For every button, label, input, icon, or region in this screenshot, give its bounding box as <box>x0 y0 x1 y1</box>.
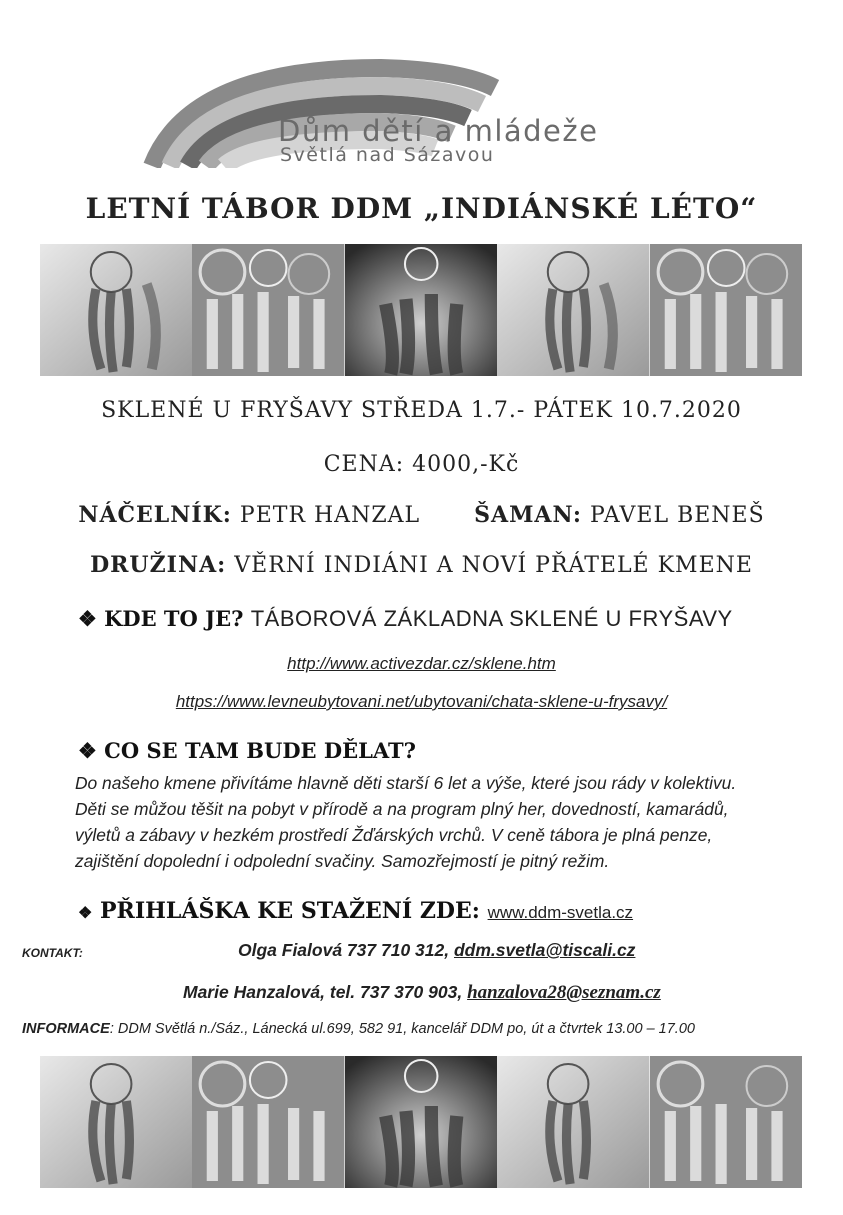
levneubytovani-link[interactable]: https://www.levneubytovani.net/ubytovani/chata-sklene-u-frysavy/ <box>175 692 668 711</box>
info-label: INFORMACE <box>22 1021 110 1037</box>
where-text: TÁBOROVÁ ZÁKLADNA SKLENÉ U FRYŠAVY <box>250 606 733 631</box>
signup-label: PŘIHLÁŠKA KE STAŽENÍ ZDE: <box>100 898 480 924</box>
where-heading <box>78 606 733 632</box>
group-text: VĚRNÍ INDIÁNI A NOVÍ PŘÁTELÉ KMENE <box>234 553 753 578</box>
event-price: CENA: 4000,-Kč <box>323 452 520 477</box>
dreamcatcher-photo <box>345 244 497 376</box>
where-label: KDE TO JE? <box>104 606 244 631</box>
group-label: DRUŽINA: <box>90 552 227 578</box>
photo-strip-top <box>40 244 802 376</box>
signup-heading <box>78 898 633 924</box>
dreamcatcher-photo <box>650 244 802 376</box>
leaders-line <box>0 502 843 528</box>
activezdar-link[interactable]: http://www.activezdar.cz/sklene.htm <box>287 654 556 673</box>
group-line <box>0 552 843 578</box>
photo-strip-bottom <box>40 1056 802 1188</box>
info-line <box>22 1021 695 1037</box>
email-link-2[interactable]: hanzalova28@seznam.cz <box>467 982 661 1003</box>
what-label: CO SE TAM BUDE DĚLAT? <box>104 738 416 763</box>
event-place-dates: SKLENÉ U FRYŠAVY STŘEDA 1.7.- PÁTEK 10.7.2020 <box>101 398 742 423</box>
dreamcatcher-photo <box>497 1056 649 1188</box>
page-title: LETNÍ TÁBOR DDM „INDIÁNSKÉ LÉTO“ <box>85 192 758 225</box>
description-paragraph <box>75 770 835 874</box>
chief-name: PETR HANZAL <box>239 503 421 528</box>
diamond-bullet-icon: ❖ <box>78 738 97 763</box>
contact-line-1 <box>238 940 635 961</box>
contact-person-1: Olga Fialová 737 710 312, <box>238 940 450 960</box>
dreamcatcher-photo <box>192 244 344 376</box>
description-line: zajištění dopolední i odpolední svačiny. Samozřejmostí je pitný režim. <box>75 851 610 871</box>
shaman-name: PAVEL BENEŠ <box>589 503 765 528</box>
email-link-1[interactable]: ddm.svetla@tiscali.cz <box>453 940 636 960</box>
shaman-label: ŠAMAN: <box>474 502 582 528</box>
ddm-website-link[interactable]: www.ddm-svetla.cz <box>487 903 634 922</box>
what-heading <box>78 738 416 763</box>
description-line: Do našeho kmene přivítáme hlavně děti starší 6 let a výše, které jsou rády v kolektivu. <box>75 773 737 793</box>
description-line: výletů a zábavy v hezkém prostředí Žďárských vrchů. V ceně tábora je plná penze, <box>75 825 713 845</box>
logo-line-2: Světlá nad Sázavou <box>280 144 495 166</box>
diamond-bullet-icon: ❖ <box>78 606 97 631</box>
dreamcatcher-photo <box>650 1056 802 1188</box>
description-line: Děti se můžou těšit na pobyt v přírodě a na program plný her, dovedností, kamarádů, <box>75 799 729 819</box>
contact-line-2 <box>183 982 661 1004</box>
dreamcatcher-photo <box>40 1056 192 1188</box>
dreamcatcher-photo <box>40 244 192 376</box>
contact-person-2: Marie Hanzalová, tel. 737 370 903, <box>183 982 463 1002</box>
dreamcatcher-photo <box>497 244 649 376</box>
chief-label: NÁČELNÍK: <box>78 502 232 528</box>
dreamcatcher-photo <box>192 1056 344 1188</box>
dreamcatcher-photo <box>345 1056 497 1188</box>
info-text: : DDM Světlá n./Sáz., Lánecká ul.699, 582 91, kancelář DDM po, út a čtvrtek 13.00 – 17.00 <box>109 1021 695 1037</box>
contact-label: KONTAKT: <box>22 946 83 960</box>
logo-line-1: Dům dětí a mládeže <box>278 114 599 148</box>
diamond-bullet-icon: ❖ <box>78 903 93 922</box>
